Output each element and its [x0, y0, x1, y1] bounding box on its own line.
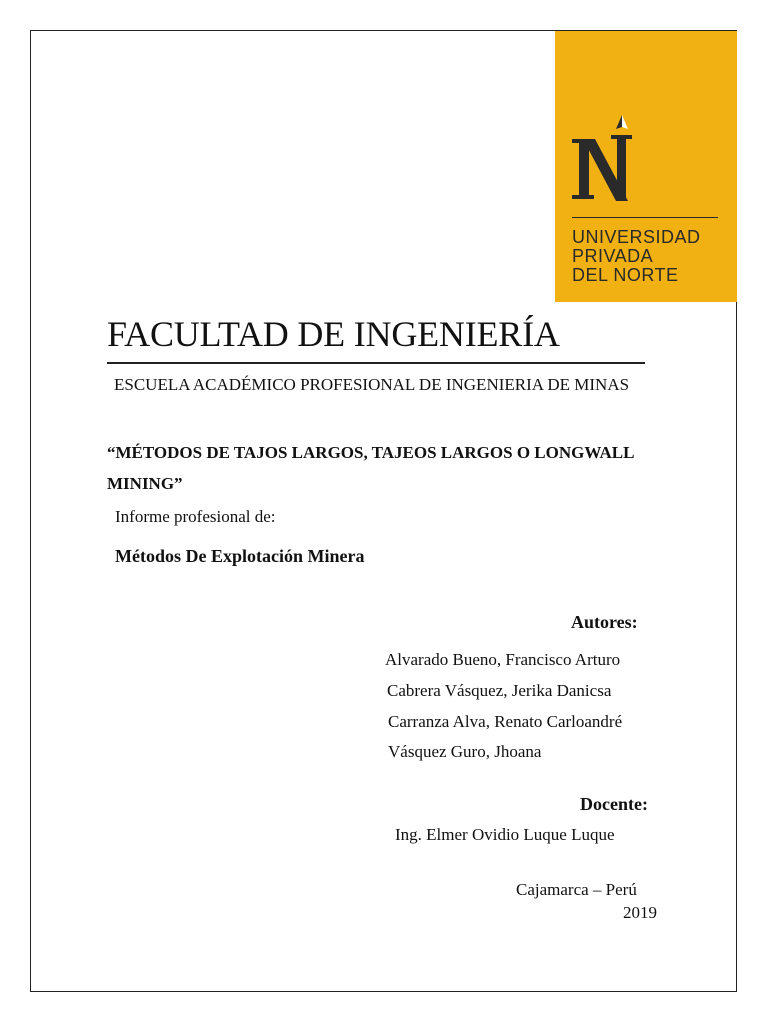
document-title: “MÉTODOS DE TAJOS LARGOS, TAJEOS LARGOS O LONGWALL MINING” — [107, 443, 634, 493]
faculty-heading: FACULTAD DE INGENIERÍA — [107, 314, 560, 354]
report-label: Informe profesional de: — [115, 507, 276, 526]
logo-wordmark — [572, 228, 732, 285]
teacher-name: Ing. Elmer Ovidio Luque Luque — [395, 825, 615, 844]
teacher-label: Docente: — [580, 794, 648, 814]
year: 2019 — [623, 903, 657, 922]
logo-line-1: UNIVERSIDAD — [572, 227, 701, 247]
author-name: Cabrera Vásquez, Jerika Danicsa — [387, 681, 612, 700]
author-name: Alvarado Bueno, Francisco Arturo — [385, 650, 621, 669]
heading-underline — [107, 362, 645, 364]
logo-line-3: DEL NORTE — [572, 265, 679, 285]
author-name: Vásquez Guro, Jhoana — [388, 742, 542, 761]
author-name: Carranza Alva, Renato Carloandré — [388, 712, 623, 731]
school-name: ESCUELA ACADÉMICO PROFESIONAL DE INGENIERIA DE MINAS — [114, 375, 630, 394]
authors-label: Autores: — [571, 612, 638, 632]
logo-line-2: PRIVADA — [572, 246, 654, 266]
logo-divider — [572, 217, 718, 218]
course-name: Métodos De Explotación Minera — [115, 546, 365, 566]
university-logo — [555, 31, 737, 302]
place: Cajamarca – Perú — [516, 880, 637, 899]
